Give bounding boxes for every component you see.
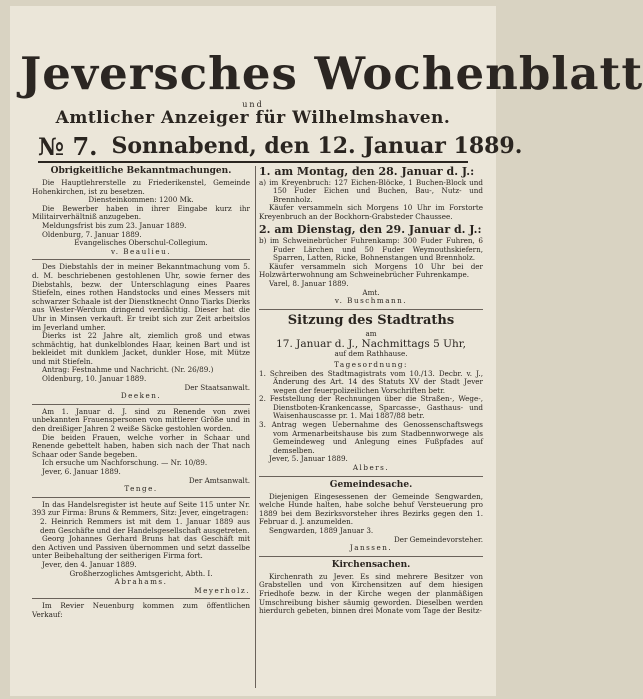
agenda-item: 2. Feststellung der Rechnungen über die Straßen-, Wege-, Dienstboten-Krankencasse, Sparcasse-, Gasthaus- und Waisenhauscasse pr. 1. Mai 1887/88 betr. (259, 394, 483, 421)
notice-text: Des Diebstahls der in meiner Bekanntmachung vom 5. d. M. beschriebenen gestohlenen Uhr, sowie ferner des Diebstahls, bezw. der Unterschlagung eines Paares Stiefeln, eines rothen Handstocks und eines Messers mit schwarzer Schaale ist der Dienstknecht Onno Tiarks Dierks aus Wester-Werdum dringend verdächtig. Dieser hat die Uhr in Minsen verkauft. Er treibt sich zur Zeit arbeitslos im Jeverland umher. (32, 262, 250, 332)
dateline (38, 131, 523, 163)
notice-text: Meldungsfrist bis zum 23. Januar 1889. (42, 220, 187, 230)
notice-text: Dierks ist 22 Jahre alt, ziemlich groß und etwas schmächtig, hat dunkelblondes Haar, keinen Bart und ist bekleidet mit dunklem Jacket, dunkler Hose, mit Mütze und mit Stiefeln. (32, 331, 250, 366)
notice-signature: Deeken. (120, 391, 162, 401)
right-column (259, 166, 483, 688)
council-signature: Albers. (352, 463, 390, 473)
gemeinde-text: Sengwarden, 1889 Januar 3. (269, 526, 374, 535)
gemeinde-signature: Janssen. (349, 543, 393, 553)
notice-text: Jever, den 4. Januar 1889. (42, 559, 137, 569)
gemeinde-heading: Gemeindesache. (329, 479, 413, 490)
notice-text: Georg Johannes Gerhard Bruns hat das Geschäft mit den Activen und Passiven übernommen und setzt dasselbe unter Beibehaltung der seitherigen Firma fort. (32, 534, 250, 561)
notice-4 (32, 501, 250, 596)
notice-text: Am 1. Januar d. J. sind zu Renende von zwei unbekannten Frauenspersonen von mittlerer Größe und in den dreißiger Jahren 2 weiße Säcke gestohlen worden. (32, 406, 250, 434)
divider (259, 556, 483, 557)
divider (32, 598, 250, 599)
notice-text: Oldenburg, 10. Januar 1889. (42, 374, 147, 384)
newspaper-page (10, 6, 643, 696)
notice-text: Die beiden Frauen, welche vorher in Schaar und Renende gebettelt haben, haben sich nach der That nach Schaar oder Sande begeben. (32, 432, 250, 459)
issue-date: Sonnabend, den 12. Januar 1889. (111, 133, 523, 159)
council-date: Jever, 5. Januar 1889. (269, 454, 348, 464)
left-column (32, 166, 256, 688)
notice-text: Jever, 6. Januar 1889. (42, 467, 121, 476)
notice-text: 2. Heinrich Remmers ist mit dem 1. Januar 1889 aus dem Geschäfte und der Handelsgesellschaft ausgetreten. (40, 516, 250, 535)
agenda-title: Tagesordnung: (334, 359, 408, 369)
gemeinde-text: Diejenigen Eingesessenen der Gemeinde Sengwarden, welche Hunde halten, habe solche behuf Versteuerung pro 1889 bei dem Bezirksvorsteher ihres Bezirks gegen den 1. Februar d. J. anzumelden. (259, 491, 483, 527)
notice-text: Oldenburg, 7. Januar 1889. (42, 229, 142, 239)
notice-text: Ich ersuche um Nachforschung. — Nr. 10/89. (42, 458, 208, 468)
divider (32, 404, 250, 405)
notice-text: Im Revier Neuenburg kommen zum öffentlichen Verkauf: (32, 601, 250, 619)
council-when: 17. Januar d. J., Nachmittags 5 Uhr, (276, 338, 466, 351)
sale-authority: Amt. (362, 287, 380, 297)
notice-text: Die Hauptlehrerstelle zu Friederikenstel, Gemeinde Hohenkirchen, ist zu besetzen. (32, 178, 250, 196)
notice-authority: Großherzogliches Amtsgericht, Abth. I. (69, 568, 213, 578)
notice-signature: Abrahams. (114, 577, 168, 587)
issue-number: № 7. (38, 131, 98, 161)
left-heading: Obrigkeitliche Bekanntmachungen. (50, 166, 232, 176)
notice-signature: v. Beaulieu. (111, 246, 171, 256)
sale-text: Varel, 8. Januar 1889. (269, 278, 349, 288)
sale-text: b) im Schweinebrücher Fuhrenkamp: 300 Fuder Fuhren, 6 Fuder Lärchen und 50 Fuder Weymouthskiefern, Sparren, Latten, Ricke, Bohnenstangen und Brennholz. (259, 235, 483, 263)
agenda-item: 1. Schreiben des Stadtmagistrats vom 10./13. Decbr. v. J., Änderung des Art. 14 des Statuts XV der Stadt Jever wegen der feuerpolizeilichen Vorschriften betr. (259, 368, 483, 395)
council-where: auf dem Rathhause. (334, 349, 408, 359)
agenda-item: 3. Antrag wegen Uebernahme des Genossenschaftswegs vom Armenarbeitshause bis zum Stadbennworwege als Gemeindeweg und Anlegung eines Fußpfades auf demselben. (259, 420, 483, 455)
council-heading: Sitzung des Stadtraths (287, 312, 455, 328)
notice-text: In das Handelsregister ist heute auf Seite 115 unter Nr. 393 zur Firma: Bruns & Remmers, Sitz: Jever, eingetragen: (32, 499, 250, 518)
notice-signature: Meyerholz. (194, 585, 250, 595)
notice-authority: Evangelisches Oberschul-Collegium. (74, 238, 208, 248)
sale-text: a) im Kreyenbruch: 127 Eichen-Blöcke, 1 Buchen-Block und 150 Fuder Eichen und Buchen, Bau-, Nutz- und Brennholz. (259, 177, 483, 204)
notice-signature: Tenge. (124, 484, 158, 494)
notice-authority: Der Staatsanwalt. (184, 382, 250, 392)
notice-authority: Der Amtsanwalt. (188, 475, 250, 485)
kirche-heading: Kirchensachen. (331, 559, 411, 570)
notice-text: Antrag: Festnahme und Nachricht. (Nr. 26/89.) (42, 365, 214, 375)
kirche-text: Kirchenrath zu Jever. Es sind mehrere Besitzer von Grabstellen und von Kirchensitzen auf dem hiesigen Friedhofe bezw. in der Kirche wegen der planmäßigen Umschreibung bisher säumig geworden. Dieselben werden hierdurch gebeten, binnen drei Monate vom Tage der Besitz- (259, 571, 483, 616)
sale-2-date: 2. am Dienstag, den 29. Januar d. J.: (259, 223, 482, 237)
gemeinde-authority: Der Gemeindevorsteher. (393, 534, 483, 544)
council-am: am (365, 328, 377, 338)
sale-signature: v. Buschmann. (334, 296, 408, 306)
notice-3 (32, 408, 250, 494)
divider (259, 309, 483, 310)
sale-text: Käufer versammeln sich Morgens 10 Uhr bei der Holzwärterwohnung am Schweinebrücher Fuhrenkampe. (259, 261, 483, 280)
masthead-und: und (242, 100, 264, 109)
divider (32, 497, 250, 498)
sale-text: Käufer versammeln sich Morgens 10 Uhr im Forstorte Kreyenbruch an der Bockhorn-Grabsteder Chaussee. (259, 203, 483, 221)
divider (32, 259, 250, 260)
masthead-subtitle: Amtlicher Anzeiger für Wilhelmshaven. (55, 108, 451, 128)
masthead-title: Jeversches Wochenblatt (20, 47, 643, 100)
notice-text: Diensteinkommen: 1200 Mk. (88, 195, 194, 205)
divider (259, 476, 483, 477)
notice-2 (32, 263, 250, 401)
notice-1 (32, 179, 250, 256)
sale-1-date: 1. am Montag, den 28. Januar d. J.: (259, 165, 475, 178)
notice-text: Die Bewerber haben in ihrer Eingabe kurz ihr Militairverhältniß anzugeben. (32, 203, 250, 222)
